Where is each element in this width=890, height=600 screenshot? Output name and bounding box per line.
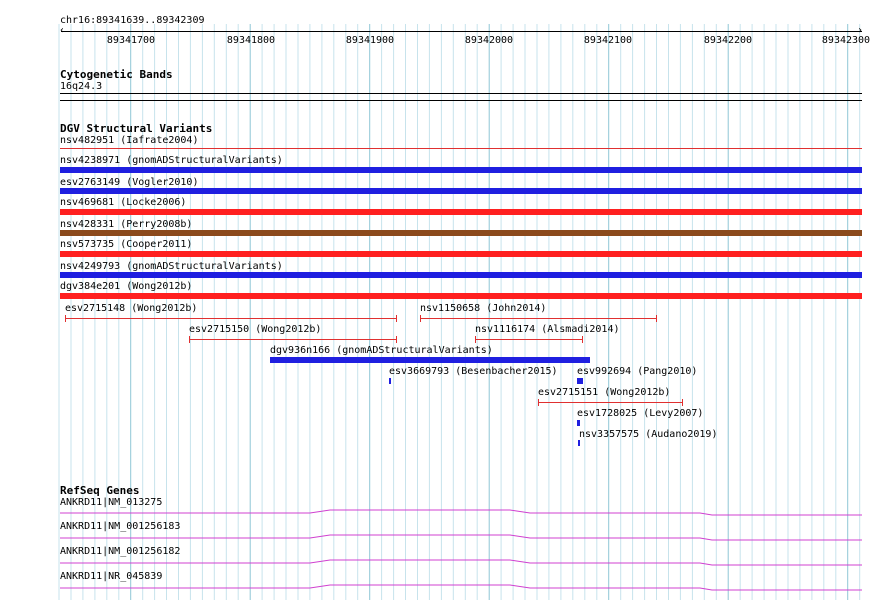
variant-label[interactable]: esv2715148 (Wong2012b): [65, 303, 198, 314]
ruler-tick-label: 89342100: [583, 35, 633, 46]
ruler-tick-label: 89342200: [703, 35, 753, 46]
variant-label[interactable]: dgv936n166 (gnomADStructuralVariants): [270, 345, 493, 356]
ruler-tick-label: 89341700: [106, 35, 156, 46]
variant-label[interactable]: nsv1150658 (John2014): [420, 303, 547, 314]
ruler-left-arrow-icon: ‹: [59, 25, 66, 36]
cytoband-label[interactable]: 16q24.3: [60, 81, 103, 92]
variant-label[interactable]: esv3669793 (Besenbacher2015): [389, 366, 558, 377]
variant-label[interactable]: nsv4249793 (gnomADStructuralVariants): [60, 261, 283, 272]
variant-label[interactable]: esv1728025 (Levy2007): [577, 408, 704, 419]
variant-label[interactable]: esv2763149 (Vogler2010): [60, 177, 199, 188]
gene-model[interactable]: [60, 585, 862, 590]
variant-label[interactable]: nsv482951 (Iafrate2004): [60, 135, 199, 146]
gene-label[interactable]: ANKRD11|NM_013275: [60, 497, 163, 508]
cytoband-track-title[interactable]: Cytogenetic Bands: [60, 68, 173, 81]
gene-label[interactable]: ANKRD11|NM_001256182: [60, 546, 181, 557]
variant-label[interactable]: esv2715151 (Wong2012b): [538, 387, 671, 398]
ruler-tick-label: 89341800: [226, 35, 276, 46]
ruler-tick-label: 89342000: [464, 35, 514, 46]
gene-model[interactable]: [60, 535, 862, 540]
variant-label[interactable]: esv992694 (Pang2010): [577, 366, 698, 377]
ruler-right-arrow-icon: ›: [857, 25, 864, 36]
gene-model[interactable]: [60, 560, 862, 565]
variant-label[interactable]: nsv469681 (Locke2006): [60, 197, 187, 208]
gene-model[interactable]: [60, 510, 862, 515]
dgv-track-title[interactable]: DGV Structural Variants: [60, 122, 213, 135]
variant-label[interactable]: nsv3357575 (Audano2019): [579, 429, 718, 440]
variant-label[interactable]: nsv573735 (Cooper2011): [60, 239, 193, 250]
variant-label[interactable]: nsv428331 (Perry2008b): [60, 219, 193, 230]
variant-label[interactable]: nsv1116174 (Alsmadi2014): [475, 324, 620, 335]
gene-label[interactable]: ANKRD11|NM_001256183: [60, 521, 181, 532]
variant-label[interactable]: esv2715150 (Wong2012b): [189, 324, 322, 335]
variant-label[interactable]: dgv384e201 (Wong2012b): [60, 281, 193, 292]
ruler-tick-label: 89341900: [345, 35, 395, 46]
ruler-tick-label: 89342300: [821, 35, 871, 46]
refseq-track-title[interactable]: RefSeq Genes: [60, 484, 140, 497]
ruler-location: chr16:89341639..89342309: [60, 15, 205, 26]
variant-label[interactable]: nsv4238971 (gnomADStructuralVariants): [60, 155, 283, 166]
gene-label[interactable]: ANKRD11|NR_045839: [60, 571, 163, 582]
